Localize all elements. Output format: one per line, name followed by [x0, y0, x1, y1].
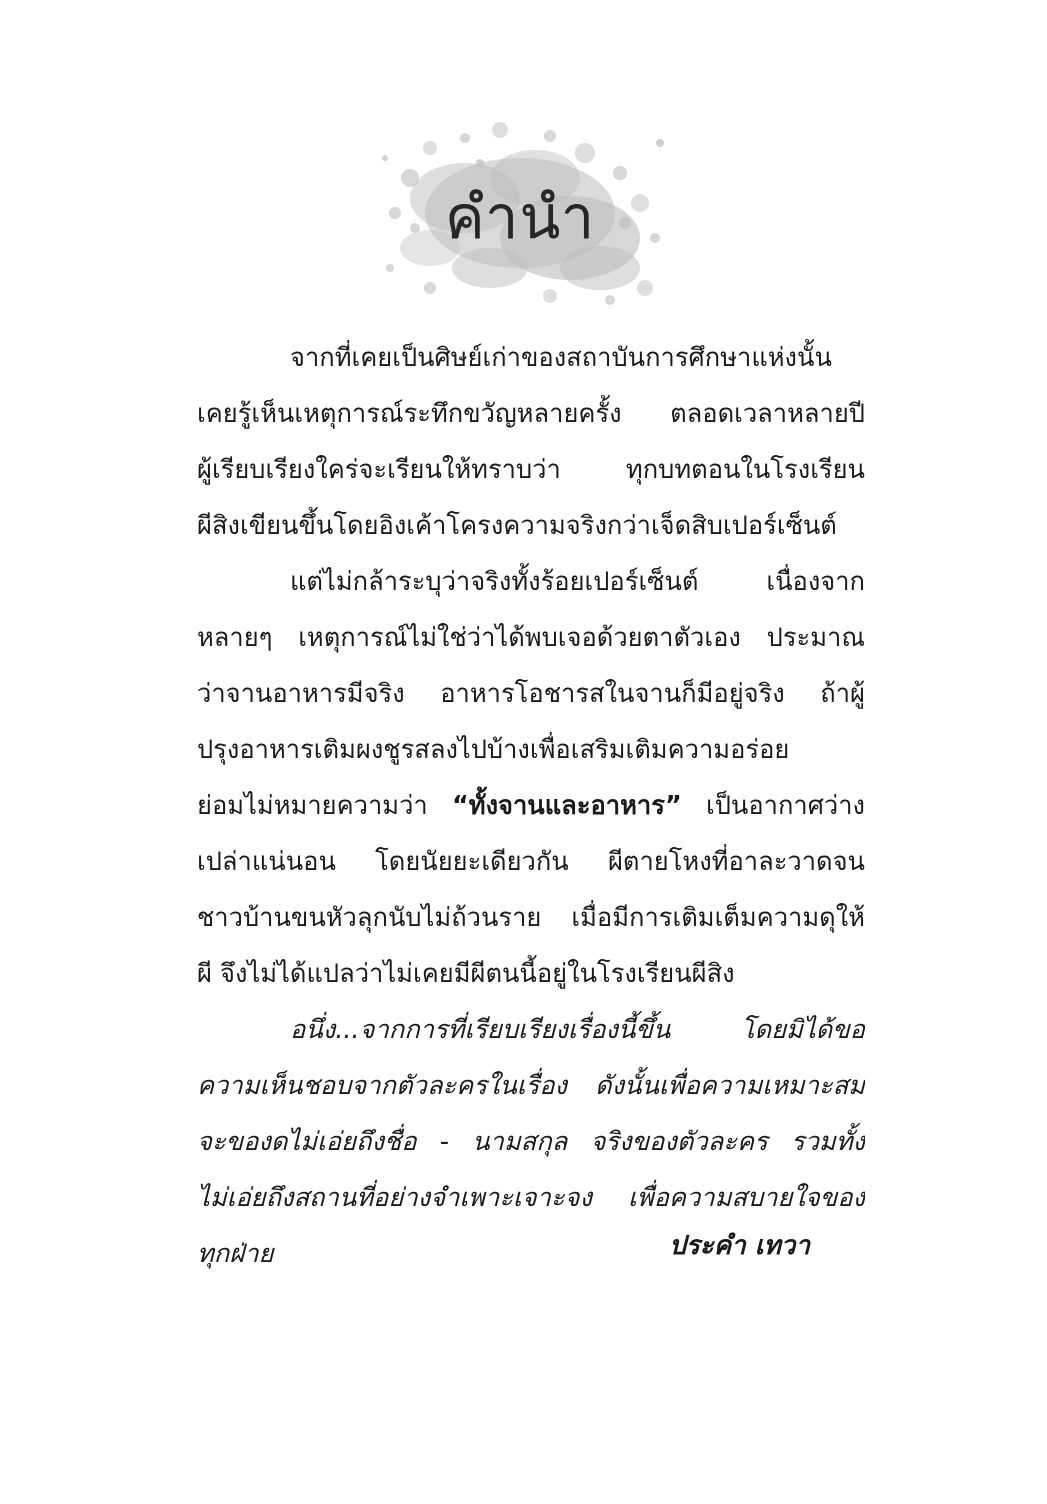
paragraph-1-line-2: เคยรู้เห็นเหตุการณ์ระทึกขวัญหลายครั้ง ตลอดเวลาหลายปี	[197, 399, 865, 429]
paragraph-2-line-5-end: เป็นอากาศว่าง	[681, 791, 865, 821]
page-title: คำนำ	[444, 183, 596, 253]
title-area	[370, 118, 670, 308]
paragraph-2-line-4: ปรุงอาหารเติมผงชูรสลงไปบ้างเพื่อเสริมเติมความอร่อย	[197, 735, 790, 765]
paragraph-2-line-1: แต่ไม่กล้าระบุว่าจริงทั้งร้อยเปอร์เซ็นต์ เนื่องจาก	[290, 567, 865, 597]
emphasized-phrase: “ทั้งจานและอาหาร”	[452, 791, 682, 821]
paragraph-3-line-1: อนึ่ง...จากการที่เรียบเรียงเรื่องนี้ขึ้น โดยมิได้ขอ	[290, 1015, 865, 1045]
paragraph-2-line-5-start: ย่อมไม่หมายความว่า	[197, 791, 453, 821]
paragraph-2-line-3: ว่าจานอาหารมีจริง อาหารโอชารสในจานก็มีอยู่จริง ถ้าผู้	[197, 679, 865, 709]
paragraph-2-line-5	[197, 778, 865, 834]
paragraph-2-line-8: ผี จึงไม่ได้แปลว่าไม่เคยมีผีตนนี้อยู่ในโรงเรียนผีสิง	[197, 959, 735, 989]
paragraph-2-line-7: ชาวบ้านขนหัวลุกนับไม่ถ้วนราย เมื่อมีการเติมเต็มความดุให้	[197, 903, 865, 933]
paragraph-3-line-5: ทุกฝ่าย	[197, 1239, 274, 1269]
preface-body	[197, 330, 865, 1282]
paragraph-1-line-3: ผู้เรียบเรียงใคร่จะเรียนให้ทราบว่า ทุกบทตอนในโรงเรียน	[197, 455, 865, 485]
paragraph-3-line-4: ไม่เอ่ยถึงสถานที่อย่างจำเพาะเจาะจง เพื่อความสบายใจของ	[197, 1183, 865, 1213]
paragraph-3-line-2: ความเห็นชอบจากตัวละครในเรื่อง ดังนั้นเพื่อความเหมาะสม	[197, 1071, 865, 1101]
paragraph-2-line-2: หลายๆ เหตุการณ์ไม่ใช่ว่าได้พบเจอด้วยตาตัวเอง ประมาณ	[197, 623, 865, 653]
paragraph-1-line-1: จากที่เคยเป็นศิษย์เก่าของสถาบันการศึกษาแห่งนั้น	[290, 343, 832, 373]
author-signature: ประคำ เทวา	[669, 1231, 810, 1261]
paragraph-3-line-3: จะของดไม่เอ่ยถึงชื่อ - นามสกุล จริงของตัวละคร รวมทั้ง	[197, 1127, 865, 1157]
paragraph-2-line-6: เปล่าแน่นอน โดยนัยยะเดียวกัน ผีตายโหงที่อาละวาดจน	[197, 847, 865, 877]
paragraph-1-line-4: ผีสิงเขียนขึ้นโดยอิงเค้าโครงความจริงกว่าเจ็ดสิบเปอร์เซ็นต์	[197, 511, 837, 541]
